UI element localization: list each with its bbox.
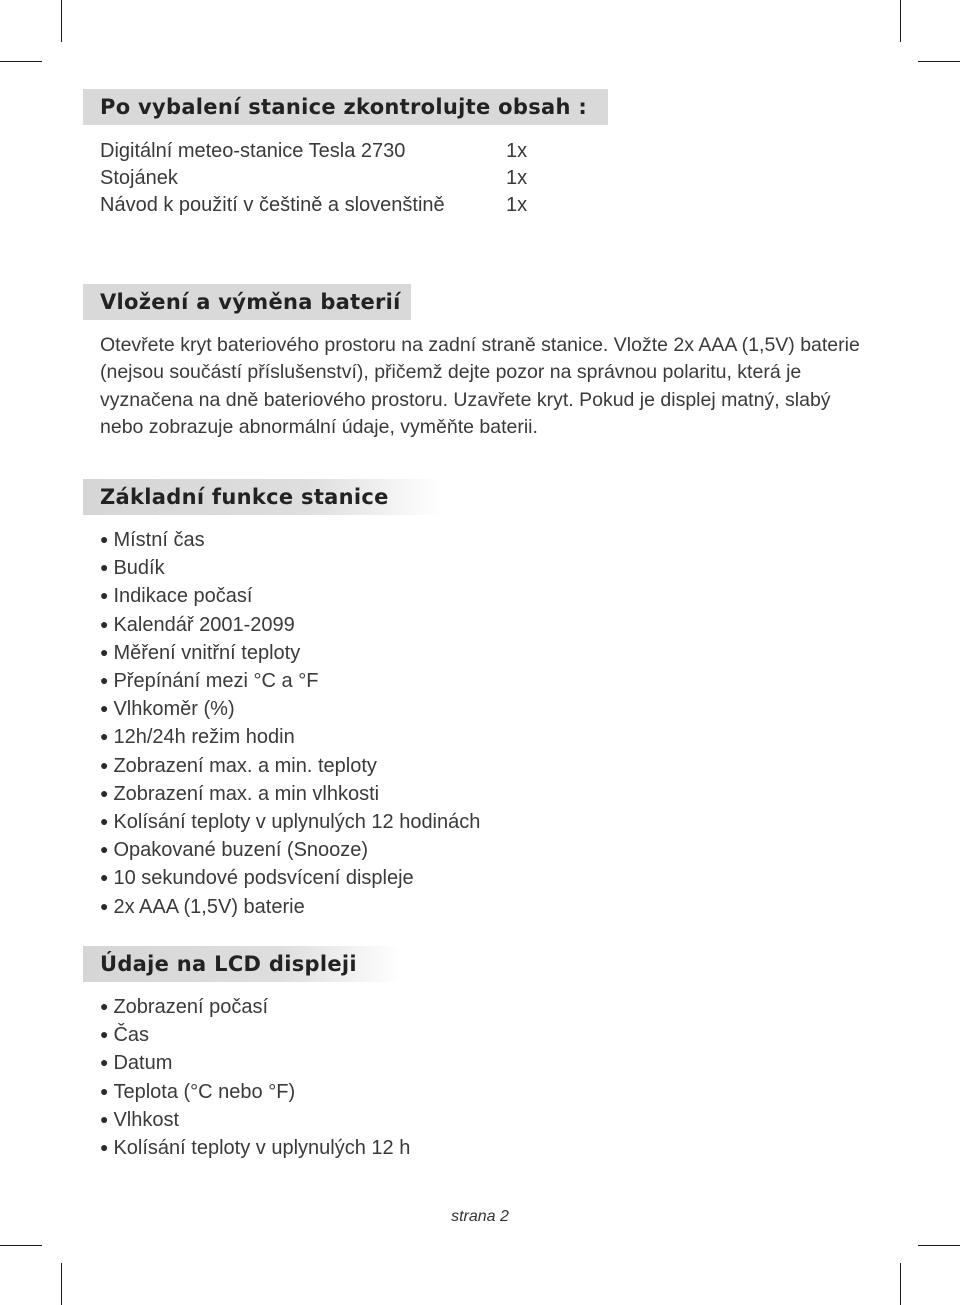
list-item: ● Zobrazení max. a min vlhkosti: [100, 781, 480, 809]
section-heading-contents: [83, 89, 608, 125]
section-heading-functions: [83, 479, 443, 515]
item-name: Stojánek: [100, 167, 178, 189]
lcd-list: [100, 994, 410, 1163]
list-item: ● Opakované buzení (Snooze): [100, 837, 480, 865]
list-item: ● Kolísání teploty v uplynulých 12 hodinách: [100, 809, 480, 837]
list-item: ● Teplota (°C nebo °F): [100, 1079, 410, 1107]
page-number: strana 2: [451, 1208, 509, 1225]
contents-item: [100, 165, 528, 192]
section-title: Základní funkce stanice: [100, 485, 389, 509]
list-item: ● Kalendář 2001-2099: [100, 612, 480, 640]
contents-item: [100, 138, 528, 165]
contents-item: [100, 192, 528, 219]
list-item: ● Zobrazení max. a min. teploty: [100, 753, 480, 781]
list-item: ● Kolísání teploty v uplynulých 12 h: [100, 1135, 410, 1163]
list-item: ● Vlhkost: [100, 1107, 410, 1135]
list-item: ● Vlhkoměr (%): [100, 696, 480, 724]
item-quantity: 1x: [506, 140, 528, 162]
crop-mark: [900, 1263, 901, 1305]
list-item: ● Čas: [100, 1022, 410, 1050]
list-item: ● Místní čas: [100, 527, 480, 555]
crop-mark: [61, 1263, 62, 1305]
crop-mark: [0, 1245, 42, 1246]
list-item: ● 10 sekundové podsvícení displeje: [100, 865, 480, 893]
crop-mark: [918, 61, 960, 62]
crop-mark: [0, 61, 42, 62]
item-quantity: 1x: [506, 167, 528, 189]
list-item: ● Přepínání mezi °C a °F: [100, 668, 480, 696]
list-item: ● 2x AAA (1,5V) baterie: [100, 894, 480, 922]
crop-mark: [918, 1245, 960, 1246]
functions-list: [100, 527, 480, 922]
section-heading-batteries: [83, 284, 411, 320]
list-item: ● Budík: [100, 555, 480, 583]
item-name: Návod k použití v češtině a slovenštině: [100, 194, 445, 216]
list-item: ● Datum: [100, 1050, 410, 1078]
list-item: ● 12h/24h režim hodin: [100, 724, 480, 752]
crop-mark: [61, 0, 62, 42]
section-heading-lcd: [83, 946, 401, 982]
list-item: ● Měření vnitřní teploty: [100, 640, 480, 668]
section-title: Vložení a výměna baterií: [100, 290, 401, 314]
crop-mark: [900, 0, 901, 42]
item-quantity: 1x: [506, 194, 528, 216]
item-name: Digitální meteo-stanice Tesla 2730: [100, 140, 406, 162]
section-title: Po vybalení stanice zkontrolujte obsah :: [100, 95, 588, 119]
list-item: ● Indikace počasí: [100, 583, 480, 611]
section-title: Údaje na LCD displeji: [100, 952, 357, 976]
list-item: ● Zobrazení počasí: [100, 994, 410, 1022]
batteries-paragraph: Otevřete kryt bateriového prostoru na zadní straně stanice. Vložte 2x AAA (1,5V) baterie (nejsou součástí příslušenství), přičemž dejte pozor na správnou polaritu, která je vyznačena na dně bateriového prostoru. Uzavřete kryt. Pokud je displej matný, slabý nebo zobrazuje abnormální údaje, vyměňte baterii.: [100, 334, 860, 438]
